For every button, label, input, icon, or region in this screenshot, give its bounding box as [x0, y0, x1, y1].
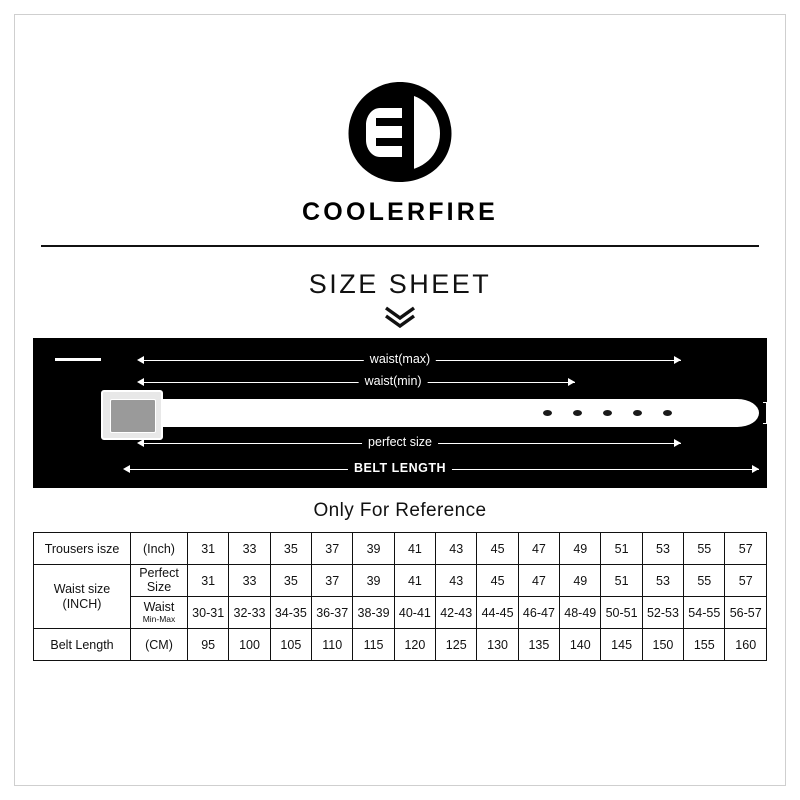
reference-note: Only For Reference	[313, 500, 487, 521]
subrow-waist-line1: Waist	[143, 600, 175, 615]
size-table	[33, 532, 767, 661]
cell: 44-45	[477, 597, 518, 629]
brand-name: COOLERFIRE	[302, 198, 498, 226]
waist-min-arrow-left-cap	[137, 378, 144, 386]
cell: 39	[353, 565, 394, 597]
cell: 41	[394, 533, 435, 565]
row-label-waist-size	[34, 565, 131, 629]
cell: 55	[684, 533, 725, 565]
table-row	[34, 565, 767, 597]
subrow-label-perfect-size	[131, 565, 188, 597]
cell: 49	[560, 533, 601, 565]
belt-strap	[151, 399, 729, 427]
content-container	[18, 18, 782, 782]
belt-buckle-prong	[55, 358, 101, 361]
divider-rule	[41, 245, 759, 247]
cell: 40-41	[394, 597, 435, 629]
subrow-perfect-line1: Perfect	[139, 566, 179, 581]
cell: 42-43	[436, 597, 477, 629]
cell: 150	[642, 629, 683, 661]
row-label-waist-size-line1: Waist size	[53, 582, 111, 597]
cell: 110	[312, 629, 353, 661]
cell: 130	[477, 629, 518, 661]
cell: 135	[518, 629, 559, 661]
cell: 47	[518, 565, 559, 597]
cell: 43	[436, 565, 477, 597]
belt-buckle-inner	[110, 399, 156, 433]
cell: 50-51	[601, 597, 642, 629]
cell: 160	[725, 629, 767, 661]
cell: 32-33	[229, 597, 270, 629]
waist-max-arrow-left-cap	[137, 356, 144, 364]
cell: 49	[560, 565, 601, 597]
waist-max-label: waist(max)	[364, 352, 436, 366]
subrow-label-waist-minmax	[131, 597, 188, 629]
waist-min-arrow-right-cap	[568, 378, 575, 386]
cell: 53	[642, 565, 683, 597]
row-unit-cm: (CM)	[131, 629, 188, 661]
cell: 155	[684, 629, 725, 661]
row-label-belt-length: Belt Length	[34, 629, 131, 661]
cell: 52-53	[642, 597, 683, 629]
cell: 45	[477, 565, 518, 597]
cell: 33	[229, 533, 270, 565]
cell: 31	[188, 565, 229, 597]
perfect-size-arrow-right-cap	[674, 439, 681, 447]
cell: 34-35	[270, 597, 311, 629]
cell: 43	[436, 533, 477, 565]
cell: 45	[477, 533, 518, 565]
cell: 38-39	[353, 597, 394, 629]
cell: 35	[270, 565, 311, 597]
cell: 30-31	[188, 597, 229, 629]
cell: 36-37	[312, 597, 353, 629]
belt-end-marker	[766, 402, 768, 424]
subrow-waist-line2: Min-Max	[142, 613, 176, 624]
cell: 47	[518, 533, 559, 565]
belt-hole	[663, 410, 672, 416]
cell: 35	[270, 533, 311, 565]
perfect-size-label: perfect size	[362, 435, 438, 449]
row-label-trousers-size: Trousers isze	[34, 533, 131, 565]
cell: 120	[394, 629, 435, 661]
table-row	[34, 533, 767, 565]
belt-length-arrow-right-cap	[752, 465, 759, 473]
cell: 125	[436, 629, 477, 661]
cell: 37	[312, 533, 353, 565]
cell: 145	[601, 629, 642, 661]
chevron-down-icon	[383, 306, 417, 328]
belt-buckle	[101, 390, 163, 440]
cell: 51	[601, 533, 642, 565]
cell: 39	[353, 533, 394, 565]
row-label-waist-size-line2: (INCH)	[62, 596, 102, 611]
cell: 56-57	[725, 597, 767, 629]
coolerfire-monogram-logo	[340, 80, 460, 184]
table-row	[34, 597, 767, 629]
belt-length-label: BELT LENGTH	[348, 461, 452, 475]
cell: 115	[353, 629, 394, 661]
belt-measurement-diagram	[33, 338, 767, 488]
belt-tip	[723, 399, 759, 427]
table-row	[34, 629, 767, 661]
cell: 54-55	[684, 597, 725, 629]
waist-max-arrow-right-cap	[674, 356, 681, 364]
cell: 48-49	[560, 597, 601, 629]
cell: 46-47	[518, 597, 559, 629]
cell: 33	[229, 565, 270, 597]
belt-hole	[573, 410, 582, 416]
cell: 41	[394, 565, 435, 597]
belt-hole	[633, 410, 642, 416]
page-title: SIZE SHEET	[308, 269, 492, 299]
waist-min-label: waist(min)	[359, 374, 428, 388]
cell: 95	[188, 629, 229, 661]
cell: 57	[725, 533, 767, 565]
belt-hole	[543, 410, 552, 416]
subrow-perfect-line2: Size	[146, 579, 172, 594]
cell: 55	[684, 565, 725, 597]
cell: 105	[270, 629, 311, 661]
cell: 57	[725, 565, 767, 597]
cell: 100	[229, 629, 270, 661]
belt-length-arrow-left-cap	[123, 465, 130, 473]
perfect-size-arrow-left-cap	[137, 439, 144, 447]
cell: 51	[601, 565, 642, 597]
row-unit-inch: (Inch)	[131, 533, 188, 565]
cell: 31	[188, 533, 229, 565]
belt-hole	[603, 410, 612, 416]
cell: 37	[312, 565, 353, 597]
cell: 53	[642, 533, 683, 565]
cell: 140	[560, 629, 601, 661]
